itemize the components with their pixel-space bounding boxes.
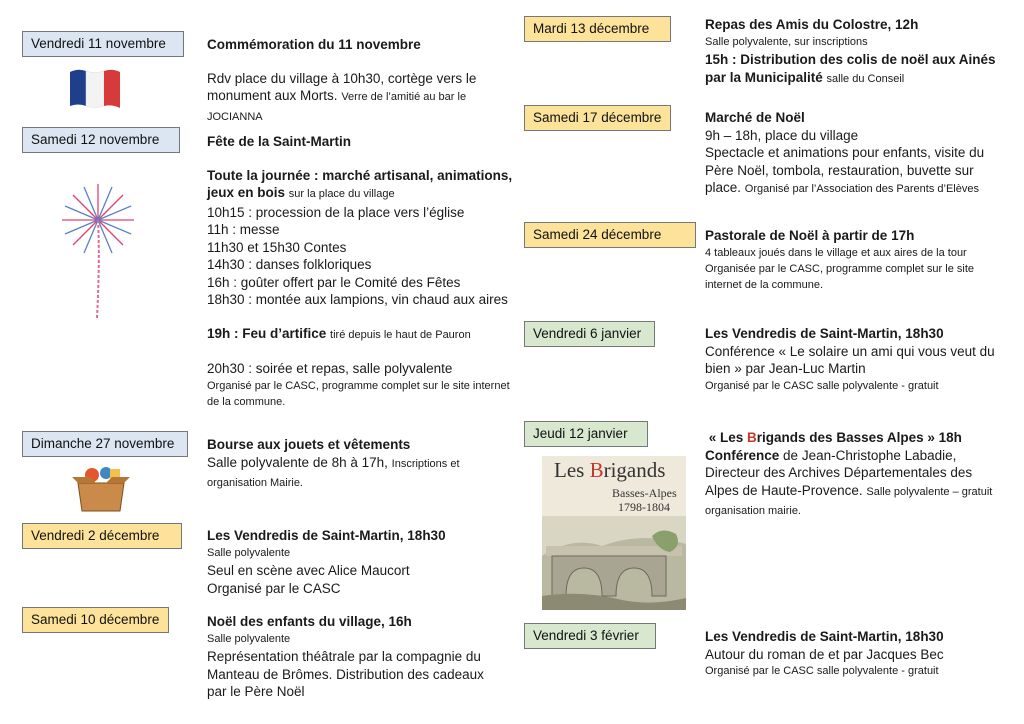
event-text: Représentation théâtrale par la compagnie du Manteau de Brômes. Distribution des cadeaux par le Père Noël [207,649,484,699]
organizer-text: Organisé par le CASC, programme complet sur le site internet de la commune. [207,379,510,408]
bridge-illustration-icon [542,516,686,610]
event-10-dec [207,613,497,701]
allday-text: Toute la journée : marché artisanal, animations, jeux en bois sur la place du village [207,167,513,200]
organizer-text: Organisée par le CASC, programme complet sur le site internet de la commune. [705,262,974,291]
event-text: Autour du roman de et par Jacques Bec [705,646,944,662]
date-tag-12-nov: Samedi 12 novembre [22,127,180,153]
date-tag-10-dec: Samedi 10 décembre [22,607,169,633]
date-tag-12-jan: Jeudi 12 janvier [524,421,648,447]
event-text: Rdv place du village à 10h30, cortège vers le monument aux Morts. Verre de l’amitié au bar le JOCIANNA [207,70,477,123]
event-2-dec [207,527,507,597]
date-tag-6-jan: Vendredi 6 janvier [524,321,655,347]
event-6-jan [705,325,1005,395]
event-text: 9h – 18h, place du village [705,127,859,143]
event-title: Commémoration du 11 novembre [207,37,421,52]
event-title: Les Vendredis de Saint-Martin, 18h30 [207,528,446,543]
event-title: « Les Brigands des Basses Alpes » 18h [708,430,962,445]
event-24-dec [705,227,995,293]
date-tag-3-feb: Vendredi 3 février [524,623,656,649]
book-cover-brigands [542,456,686,610]
event-text: Conférence de Jean-Christophe Labadie, Directeur des Archives Départementales des Alpes de Haute-Provence. Salle polyvalente – gratuit organisation mairie. [705,447,993,517]
event-13-dec [705,16,1010,88]
date-tag-24-dec: Samedi 24 décembre [524,222,696,248]
event-12-nov [207,133,517,410]
schedule-line: 10h15 : procession de la place vers l’église [207,204,465,220]
evening-text: 20h30 : soirée et repas, salle polyvalente [207,361,453,376]
schedule-line: 14h30 : danses folkloriques [207,257,372,272]
event-text: 4 tableaux joués dans le village et aux aires de la tour [705,246,967,259]
toy-box-icon [70,463,132,518]
fireworks-text: 19h : Feu d’artifice tiré depuis le haut de Pauron [207,325,471,341]
venue-text: Salle polyvalente [207,632,291,645]
event-text: Spectacle et animations pour enfants, visite du Père Noël, tombola, restauration, buvette sur place. Organisé par l’Association des Parents d’Elèves [705,145,985,195]
event-3-feb [705,628,1005,681]
event-title: Bourse aux jouets et vêtements [207,437,411,452]
event-17-dec [705,109,1010,199]
date-tag-11-nov: Vendredi 11 novembre [22,31,184,57]
event-title: Noël des enfants du village, 16h [207,614,412,629]
french-flag-icon [68,68,122,115]
book-subtitle: Basses-Alpes [612,486,677,500]
schedule-line: 11h30 et 15h30 Contes [207,239,347,255]
event-27-nov [207,436,507,493]
event-title: Marché de Noël [705,110,805,125]
event-text: Organisé par le CASC [207,580,341,596]
schedule-line: 16h : goûter offert par le Comité des Fêtes [207,274,461,290]
book-years: 1798-1804 [618,500,670,514]
venue-text: Salle polyvalente [207,546,291,559]
organizer-text: Organisé par le CASC salle polyvalente - gratuit [705,665,939,677]
date-tag-17-dec: Samedi 17 décembre [524,105,671,131]
event-title: Les Vendredis de Saint-Martin, 18h30 [705,326,944,341]
venue-text: Salle polyvalente, sur inscriptions [705,35,868,48]
schedule-line: 11h : messe [207,222,280,237]
event-title: Pastorale de Noël à partir de 17h [705,228,915,243]
event-title: Fête de la Saint-Martin [207,134,352,149]
book-title: Les Brigands [554,458,666,482]
event-text: Seul en scène avec Alice Maucort [207,563,410,578]
fireworks-icon [55,180,141,325]
event-text: Salle polyvalente de 8h à 17h, Inscriptions et organisation Mairie. [207,454,460,489]
event-title: Repas des Amis du Colostre, 12h [705,17,919,32]
event-12-jan [705,429,1005,521]
schedule-line: 18h30 : montée aux lampions, vin chaud aux aires [207,292,508,307]
organizer-text: Organisé par le CASC salle polyvalente - gratuit [705,379,939,392]
event-text: 15h : Distribution des colis de noël aux Ainés par la Municipalité salle du Conseil [705,52,996,85]
event-11-nov [207,36,507,126]
date-tag-2-dec: Vendredi 2 décembre [22,523,182,549]
date-tag-27-nov: Dimanche 27 novembre [22,431,188,457]
event-title: Les Vendredis de Saint-Martin, 18h30 [705,629,944,644]
event-text: Conférence « Le solaire un ami qui vous veut du bien » par Jean-Luc Martin [705,343,995,376]
date-tag-13-dec: Mardi 13 décembre [524,16,671,42]
